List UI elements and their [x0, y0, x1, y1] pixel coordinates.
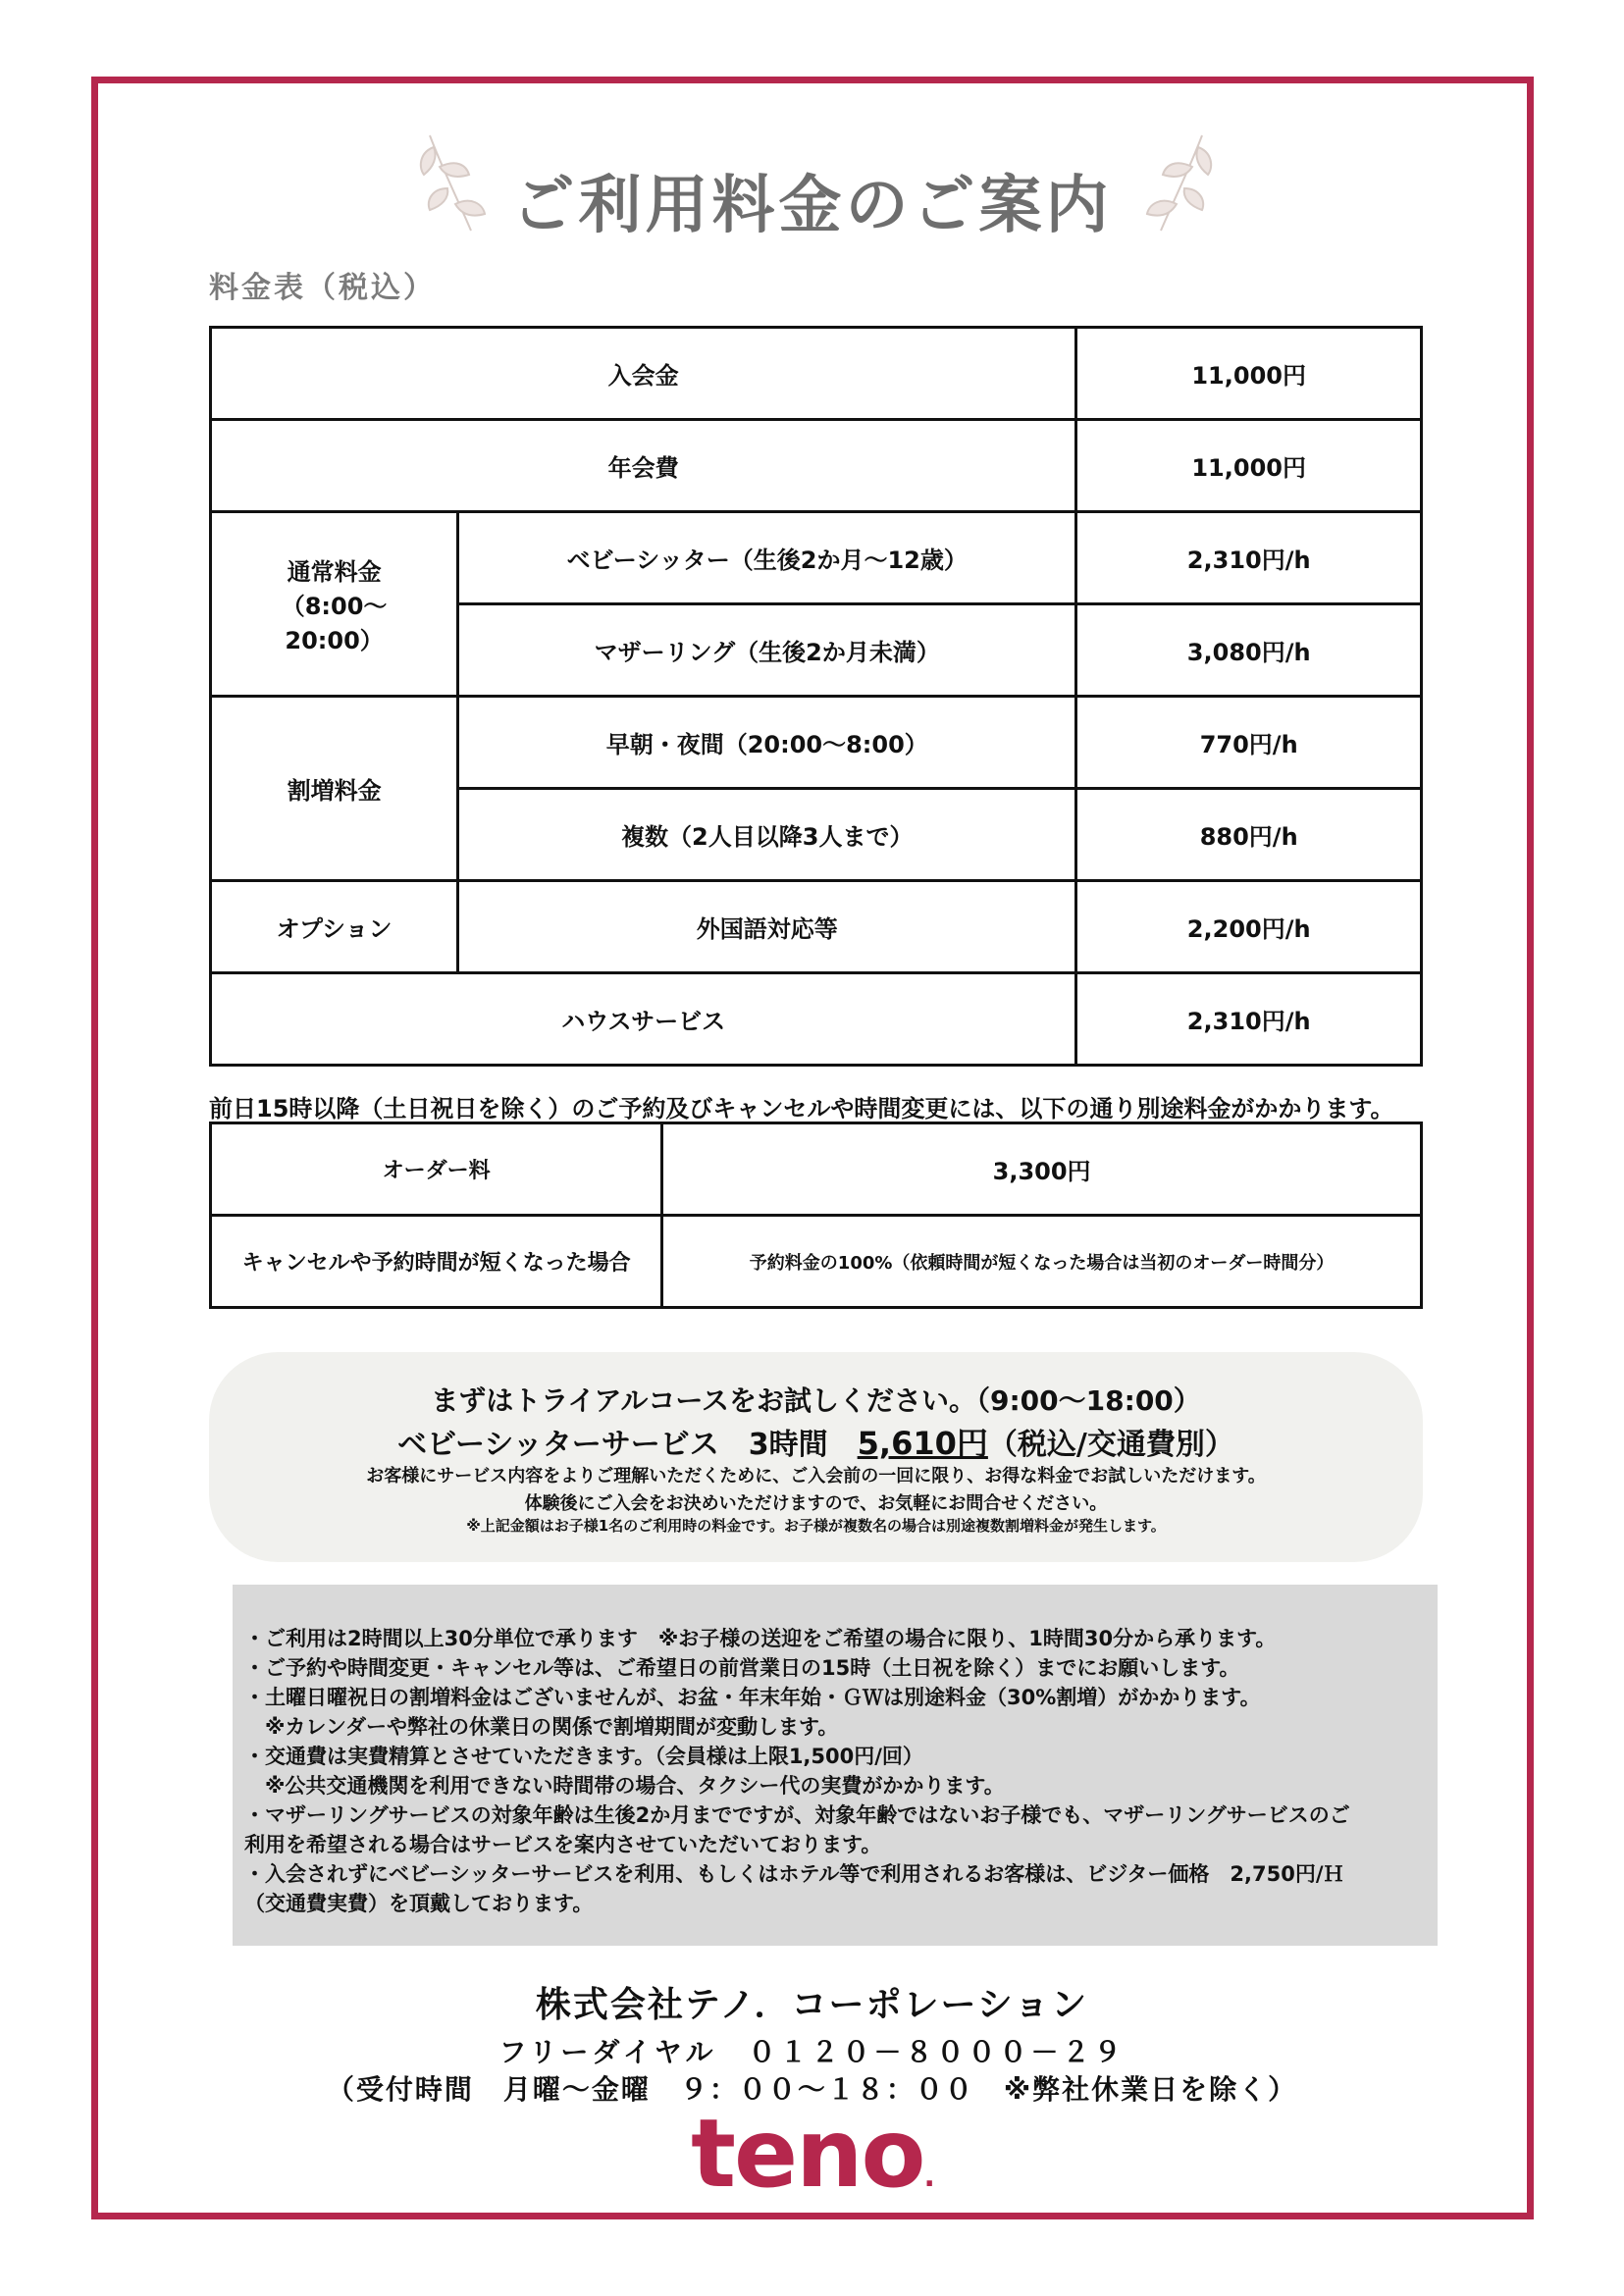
- teno-logo: [0, 2100, 1624, 2231]
- babysitter-label: ベビーシッター（生後2か月～12歳）: [458, 512, 1076, 604]
- night-price: 770円/h: [1076, 697, 1422, 789]
- usage-notes: [233, 1585, 1438, 1946]
- trial-description: お客様にサービス内容をよりご理解いただくために、ご入会前の一回に限り、お得な料金でお試しいただけます。: [366, 1466, 1266, 1487]
- trial-service: ベビーシッターサービス 3時間: [397, 1428, 858, 1462]
- regular-fee-label-line: 20:00）: [285, 627, 384, 654]
- trial-course-box: [209, 1352, 1423, 1562]
- note-line: ・ご予約や時間変更・キャンセル等は、ご希望日の前営業日の15時（土日祝を除く）までにお願いします。: [244, 1656, 1240, 1680]
- multiple-price: 880円/h: [1076, 789, 1422, 881]
- babysitter-price: 2,310円/h: [1076, 512, 1422, 604]
- annual-fee-label: 年会費: [211, 420, 1076, 512]
- table-row: [211, 881, 1422, 973]
- mothering-label: マザーリング（生後2か月未満）: [458, 604, 1076, 697]
- reception-hours: （受付時間 月曜～金曜 ９：００～１８：００ ※弊社休業日を除く）: [326, 2073, 1298, 2106]
- note-line: ・ご利用は2時間以上30分単位で承ります ※お子様の送迎をご希望の場合に限り、1時間30分から承ります。: [244, 1627, 1277, 1650]
- section-subtitle: 料金表（税込）: [209, 271, 436, 305]
- house-service-label: ハウスサービス: [211, 973, 1076, 1066]
- note-line: ・マザーリングサービスの対象年齢は生後2か月までですが、対象年齢ではないお子様でも、マザーリングサービスのご: [244, 1803, 1350, 1827]
- annual-fee-price: 11,000円: [1076, 420, 1422, 512]
- table-row: [211, 1123, 1422, 1216]
- free-dial[interactable]: フリーダイヤル ０１２０－８０００－２９: [498, 2036, 1126, 2068]
- logo-dot: .: [923, 2160, 933, 2194]
- table-row: [211, 420, 1422, 512]
- order-fee-label: オーダー料: [211, 1123, 662, 1216]
- note-line: （交通費実費）を頂戴しております。: [244, 1892, 594, 1915]
- surcharge-label: 割増料金: [211, 697, 458, 881]
- multiple-label: 複数（2人目以降3人まで）: [458, 789, 1076, 881]
- option-price: 2,200円/h: [1076, 881, 1422, 973]
- trial-price: 5,610円: [857, 1425, 988, 1462]
- table-row: [211, 1216, 1422, 1308]
- trial-price-line: [209, 1419, 1423, 1464]
- extra-fee-table: [209, 1122, 1423, 1309]
- regular-fee-label-line: （8:00～: [281, 593, 388, 620]
- cancel-fee-value: 予約料金の100%（依頼時間が短くなった場合は当初のオーダー時間分）: [662, 1216, 1422, 1308]
- trial-footnote: ※上記金額はお子様1名のご利用時の料金です。お子様が複数名の場合は別途複数割増料金が発生します。: [466, 1517, 1166, 1535]
- trial-description: 体験後にご入会をお決めいただけますので、お気軽にお問合せください。: [524, 1493, 1108, 1514]
- night-label: 早朝・夜間（20:00～8:00）: [458, 697, 1076, 789]
- enrollment-label: 入会金: [211, 328, 1076, 420]
- table-row: [211, 697, 1422, 789]
- company-name: 株式会社テノ．コーポレーション: [535, 1985, 1089, 2025]
- table-row: [211, 328, 1422, 420]
- option-label: オプション: [211, 881, 458, 973]
- note-line: ・入会されずにベビーシッターサービスを利用、もしくはホテル等で利用されるお客様は、ビジター価格 2,750円/Ｈ: [244, 1862, 1344, 1886]
- mothering-price: 3,080円/h: [1076, 604, 1422, 697]
- table-row: [211, 973, 1422, 1066]
- regular-fee-label-line: 通常料金: [287, 558, 382, 586]
- note-line: 利用を希望される場合はサービスを案内させていただいております。: [244, 1833, 882, 1856]
- enrollment-price: 11,000円: [1076, 328, 1422, 420]
- note-line: ・土曜日曜祝日の割増料金はございませんが、お盆・年末年始・ＧＷは別途料金（30%割増）がかかります。: [244, 1686, 1261, 1709]
- logo-text: teno: [691, 2099, 924, 2209]
- trial-heading: まずはトライアルコースをお試しください。（9:00～18:00）: [431, 1384, 1201, 1417]
- trial-price-note: （税込/交通費別）: [987, 1428, 1234, 1462]
- house-service-price: 2,310円/h: [1076, 973, 1422, 1066]
- late-change-notice: 前日15時以降（土日祝日を除く）のご予約及びキャンセルや時間変更には、以下の通り別途料金がかかります。: [209, 1095, 1394, 1122]
- regular-fee-label: [211, 512, 458, 697]
- note-line: ・交通費は実費精算とさせていただきます。（会員様は上限1,500円/回）: [244, 1745, 923, 1768]
- table-row: [211, 512, 1422, 604]
- note-line: ※公共交通機関を利用できない時間帯の場合、タクシー代の実費がかかります。: [244, 1774, 1005, 1798]
- order-fee-value: 3,300円: [662, 1123, 1422, 1216]
- cancel-fee-label: キャンセルや予約時間が短くなった場合: [211, 1216, 662, 1308]
- page-title: ご利用料金のご案内: [511, 170, 1113, 242]
- fee-table: [209, 326, 1423, 1067]
- note-line: ※カレンダーや弊社の休業日の関係で割増期間が変動します。: [244, 1715, 839, 1739]
- option-item: 外国語対応等: [458, 881, 1076, 973]
